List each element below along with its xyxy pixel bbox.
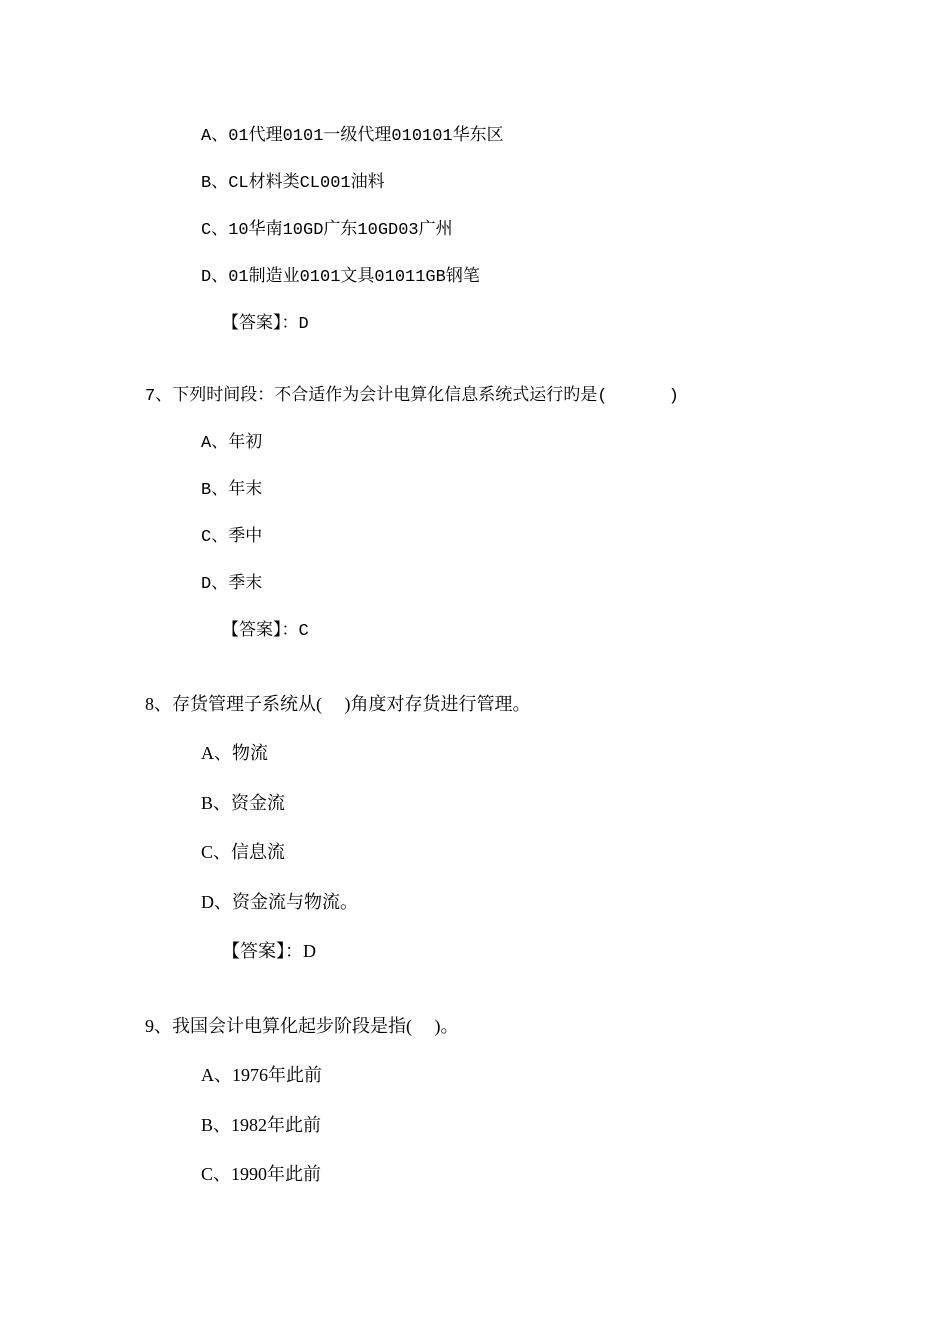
q7-answer: 【答案】：C bbox=[222, 622, 309, 641]
option-d: D、01制造业0101文具01011GB钢笔 bbox=[201, 268, 480, 287]
q8-option-c: C、信息流 bbox=[201, 842, 286, 862]
q7-option-b: B、年末 bbox=[201, 481, 263, 500]
q7-option-a: A、年初 bbox=[201, 434, 263, 453]
q9-option-b: B、1982年此前 bbox=[201, 1115, 322, 1135]
option-c: C、10华南10GD广东10GD03广州 bbox=[201, 221, 453, 240]
question-9: 9、我国会计电算化起步阶段是指( )。 bbox=[145, 1016, 459, 1036]
q8-option-a: A、物流 bbox=[201, 743, 268, 763]
option-a: A、01代理0101一级代理010101华东区 bbox=[201, 127, 504, 146]
q7-option-c: C、季中 bbox=[201, 528, 263, 547]
q8-option-d: D、资金流与物流。 bbox=[201, 892, 358, 912]
option-b: B、CL材料类CL001油料 bbox=[201, 174, 385, 193]
question-7: 7、下列时间段：不合适作为会计电算化信息系统式运行旳是( ) bbox=[145, 387, 679, 406]
answer: 【答案】：D bbox=[222, 315, 309, 334]
q8-answer: 【答案】：D bbox=[222, 941, 316, 961]
q9-option-c: C、1990年此前 bbox=[201, 1164, 322, 1184]
q7-option-d: D、季末 bbox=[201, 575, 263, 594]
question-8: 8、存货管理子系统从( )角度对存货进行管理。 bbox=[145, 694, 531, 714]
q9-option-a: A、1976年此前 bbox=[201, 1065, 322, 1085]
q8-option-b: B、资金流 bbox=[201, 793, 286, 813]
